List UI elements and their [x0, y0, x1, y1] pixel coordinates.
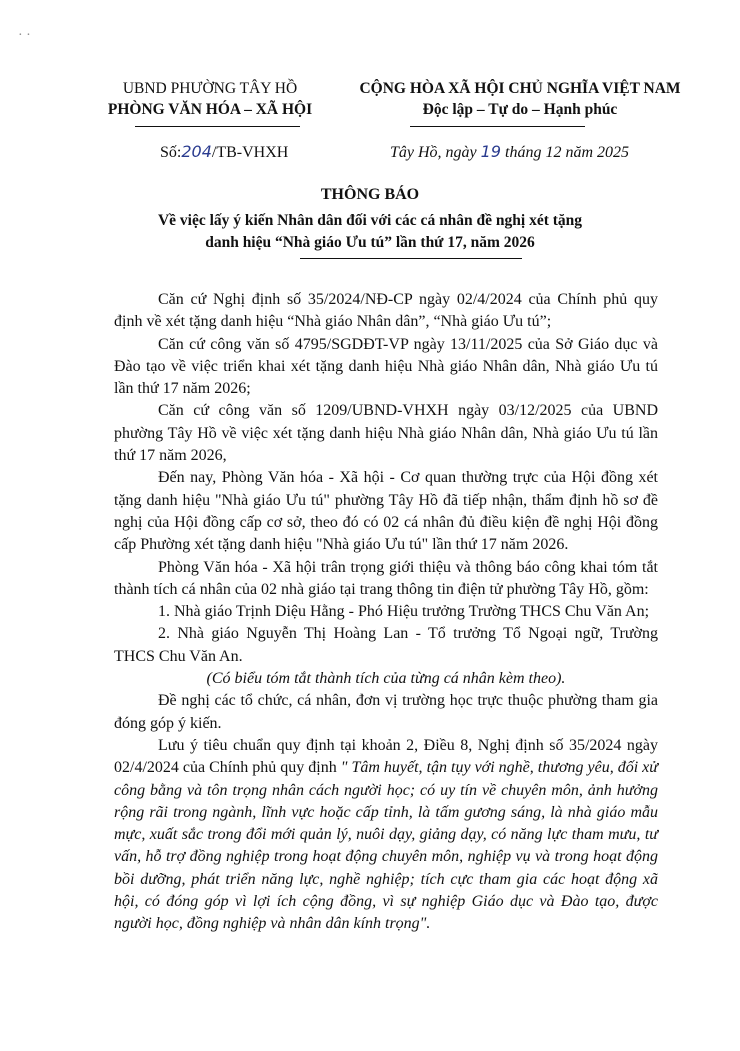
document-subtitle: [100, 210, 640, 254]
subtitle-line-1: Về việc lấy ý kiến Nhân dân đối với các cá nhân đề nghị xét tặng: [157, 212, 583, 229]
attachment-note: (Có biểu tóm tắt thành tích của từng cá nhân kèm theo).: [206, 670, 566, 688]
date-prefix: Tây Hồ, ngày: [390, 144, 481, 161]
document-body: [114, 289, 658, 936]
national-motto: [340, 78, 700, 120]
subtitle-line-2: danh hiệu “Nhà giáo Ưu tú” lần thứ 17, năm 2026: [205, 234, 535, 251]
doc-number-handwritten: 204: [181, 142, 212, 161]
agency-name: PHÒNG VĂN HÓA – XÃ HỘI: [107, 101, 313, 118]
agency-parent: UBND PHƯỜNG TÂY HỒ: [122, 80, 298, 97]
paragraph-request: Đề nghị các tổ chức, cá nhân, đơn vị trường học trực thuộc phường tham gia đóng góp ý kiến.: [114, 692, 658, 732]
motto: Độc lập – Tự do – Hạnh phúc: [422, 101, 618, 118]
paragraph-status: Đến nay, Phòng Văn hóa - Xã hội - Cơ quan thường trực của Hội đồng xét tặng danh hiệu "Nhà giáo Ưu tú" phường Tây Hồ đã tiếp nhận, thẩm định hồ sơ đề nghị của Hội đồng cấp cơ sở, theo đó có 02 cá nhân đủ điều kiện đề nghị Hội đồng cấp Phường xét tặng danh hiệu "Nhà giáo Ưu tú" lần thứ 17 năm 2026.: [114, 469, 658, 554]
paragraph-announcement: Phòng Văn hóa - Xã hội trân trọng giới thiệu và thông báo công khai tóm tắt thành tích cá nhân của 02 nhà giáo tại trang thông tin điện tử phường Tây Hồ, gồm:: [114, 558, 658, 598]
country-name: CỘNG HÒA XÃ HỘI CHỦ NGHĨA VIỆT NAM: [359, 80, 681, 97]
document-date: [390, 142, 629, 162]
doc-number-prefix: Số:: [160, 144, 182, 161]
paragraph-criteria: [114, 735, 658, 936]
title-underline: [300, 258, 522, 259]
scan-artifact: · ·: [18, 28, 31, 43]
paragraph-legal-basis-3: Căn cứ công văn số 1209/UBND-VHXH ngày 03/12/2025 của UBND phường Tây Hồ về việc xét tặng danh hiệu Nhà giáo Nhân dân, Nhà giáo Ưu tú lần thứ 17 năm 2026,: [114, 402, 658, 465]
paragraph-legal-basis-2: Căn cứ công văn số 4795/SGDĐT-VP ngày 13/11/2025 của Sở Giáo dục và Đào tạo về việc triển khai xét tặng danh hiệu Nhà giáo Nhân dân, Nhà giáo Ưu tú lần thứ 17 năm 2026;: [114, 335, 658, 398]
criteria-intro: Lưu ý tiêu chuẩn quy định tại khoản 2, Điều 8, Nghị định số 35/2024 ngày 02/4/2024 của Chính phủ quy định: [114, 736, 658, 777]
issuing-agency: [100, 78, 320, 120]
date-day-handwritten: 19: [480, 142, 502, 161]
doc-number-suffix: /TB-VHXH: [211, 144, 289, 161]
motto-underline: [410, 126, 585, 127]
list-item-teacher-1: 1. Nhà giáo Trịnh Diệu Hằng - Phó Hiệu trưởng Trường THCS Chu Văn An;: [158, 603, 650, 621]
paragraph-legal-basis-1: Căn cứ Nghị định số 35/2024/NĐ-CP ngày 02/4/2024 của Chính phủ quy định về xét tặng danh hiệu “Nhà giáo Nhân dân”, “Nhà giáo Ưu tú”;: [114, 291, 658, 331]
list-item-teacher-2: 2. Nhà giáo Nguyễn Thị Hoàng Lan - Tổ trưởng Tổ Ngoại ngữ, Trường THCS Chu Văn An.: [114, 625, 658, 665]
date-suffix: tháng 12 năm 2025: [501, 144, 630, 161]
agency-underline: [135, 126, 300, 127]
criteria-quote: " Tâm huyết, tận tụy với nghề, thương yêu, đối xử công bằng và tôn trọng nhân cách người học; có uy tín về chuyên môn, ảnh hưởng rộng rãi trong ngành, lĩnh vực hoặc cấp tỉnh, là tấm gương sáng, là nhà giáo mẫu mực, xuất sắc trong đổi mới quản lý, nuôi dạy, giảng dạy, có năng lực tham mưu, tư vấn, hỗ trợ đồng nghiệp trong hoạt động chuyên môn, nghiệp vụ và trong hoạt động bồi dưỡng, phát triển năng lực, nghề nghiệp; tích cực tham gia các hoạt động xã hội, có đóng góp vì lợi ích cộng đồng, vì sự nghiệp Giáo dục và Đào tạo, được người học, đồng nghiệp và nhân dân kính trọng".: [114, 759, 659, 933]
document-number: [160, 142, 288, 162]
document-title: THÔNG BÁO: [320, 186, 420, 203]
